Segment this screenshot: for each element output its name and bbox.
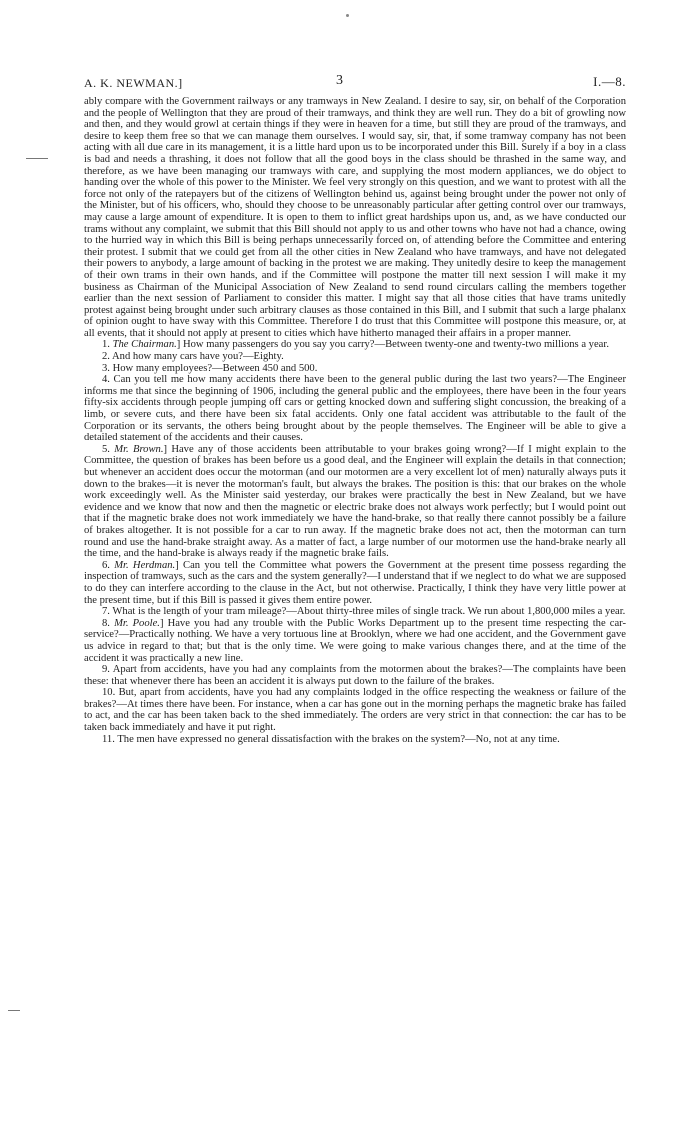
- question-number: 11.: [102, 733, 115, 745]
- header-witness-name: A. K. NEWMAN.]: [84, 76, 183, 90]
- speaker-name: Mr. Poole.: [114, 617, 160, 629]
- question-paragraph: 5. Mr. Brown.] Have any of those accidents been attributable to your brakes going wrong?—If I might explain to the Committee, the question of brakes has been before us a good deal, and the Engineer will explain the details in that connection; but whenever an accident does occur the motorman (and our motormen are a very excellent lot of men) naturally always puts it down to the brakes—it is never the motorman's fault, but always the brakes. The position is this: that our brakes on the whole work exceedingly well. As the Minister said yesterday, our brakes were practically the best in New Zealand, but we have evidence and we know that now and then the magnetic or electric brake does not always work perfectly; but I would point out that if the magnetic brake does not work immediately we have the hand-brake, so that really there cannot possibly be a failure of brakes altogether. It is not possible for a car to run away. If the magnetic brake does not act, then the motorman can turn round and use the hand-brake straight away. As a matter of fact, a large number of our motormen use the hand-brake nearly all the time, and the hand-brake is always ready if the magnetic brake fails.: [84, 443, 626, 560]
- paragraph-text: How many employees?—Between 450 and 500.: [112, 362, 318, 374]
- margin-mark: [8, 1010, 20, 1011]
- question-number: 10.: [102, 687, 116, 699]
- question-number: 4.: [102, 374, 110, 386]
- question-number: 7.: [102, 606, 110, 618]
- margin-mark: [26, 158, 48, 159]
- question-paragraph: [84, 351, 626, 363]
- paragraph-text: What is the length of your tram mileage?—About thirty-three miles of single track. We run about 1,800,000 miles a year.: [112, 606, 626, 618]
- question-number: 9.: [102, 664, 110, 676]
- question-paragraph: [84, 664, 626, 687]
- question-paragraph: 8. Mr. Poole.] Have you had any trouble with the Public Works Department up to the present time respecting the car-service?—Practically nothing. We have a very tortuous line at Brooklyn, where we had one accident, and the Government gave us advice in regard to that; but that is the only time. We were going to make various changes there, and at the time of the accident it was practically a new line.: [84, 617, 626, 664]
- paragraph-text: And how many cars have you?—Eighty.: [112, 351, 284, 363]
- paragraph-text: Have any of those accidents been attributable to your brakes going wrong?—If I might explain to the Committee, the question of brakes has been before us a good deal, and the Engineer will explain the details in that connection; but whenever an accident does occur the motorman (and our motormen are a very excellent lot of men) naturally always puts it down to the brakes—it is never the motorman's fault, but always the brakes. The position is this: that our brakes on the whole work exceedingly well. As the Minister said yesterday, our brakes were practically the best in New Zealand, but we have evidence and we know that now and then the magnetic or electric brake does not always work perfectly; but I would point out that if the magnetic brake does not work immediately we have the hand-brake, so that really there cannot possibly be a failure of brakes altogether. It is not possible for a car to run away. If the magnetic brake does not act, then the motorman can turn round and use the hand-brake straight away. As a matter of fact, a large number of our motormen use the hand-brake nearly all the time, and the hand-brake is always ready if the magnetic brake fails.: [84, 443, 626, 560]
- paragraph-text: But, apart from accidents, have you had any complaints lodged in the office respecting the weakness or failure of the brakes?—At times there have been. For instance, when a car has gone out in the morning perhaps the magnetic brake has failed to act, and the car has been taken back to the shed immediately. The orders are very strict in that connection: the car has to be taken back immediately and have it put right.: [84, 687, 626, 734]
- question-paragraph: [84, 606, 626, 618]
- page-number: 3: [336, 73, 344, 88]
- speaker-name: The Chairman.: [112, 339, 177, 351]
- question-paragraph: 6. Mr. Herdman.] Can you tell the Committee what powers the Government at the present time possess regarding the inspection of tramways, such as the cars and the system generally?—I understand that if we neglect to do what we are supposed to do they can interfere according to the clause in the Act, but not otherwise. Practically, I think they have very little power at the present time, but if this Bill is passed it gives them entire power.: [84, 559, 626, 606]
- paper-reference: I.—8.: [593, 74, 626, 89]
- question-paragraph: 1. The Chairman.] How many passengers do you say you carry?—Between twenty-one and twenty-two millions a year.: [102, 339, 609, 351]
- question-paragraph: [84, 363, 626, 375]
- paragraph-text: Can you tell the Committee what powers the Government at the present time possess regarding the inspection of tramways, such as the cars and the system generally?—I understand that if we neglect to do what we are supposed to do they can interfere according to the clause in the Act, but not otherwise. Practically, I think they have very little power at the present time, but if this Bill is passed it gives them entire power.: [84, 559, 626, 606]
- question-paragraph: [84, 734, 626, 746]
- paragraph-text: Have you had any trouble with the Public Works Department up to the present time respecting the car-service?—Practically nothing. We have a very tortuous line at Brooklyn, where we had one accident, and the Government gave us advice in regard to that; but that is the only time. We were going to make various changes there, and at the time of the accident it was practically a new line.: [84, 617, 626, 664]
- paragraph-text: Apart from accidents, have you had any complaints from the motormen about the brakes?—The complaints have been these: that whenever there has been an accident it is always put down to the failure of the brakes.: [84, 664, 626, 687]
- question-paragraph: [84, 374, 626, 444]
- question-number: 5.: [102, 443, 110, 455]
- question-number: 3.: [102, 362, 110, 374]
- page-header: [84, 73, 626, 94]
- question-number: 6.: [102, 559, 110, 571]
- scan-speck: [346, 14, 349, 17]
- speaker-name: Mr. Herdman.: [114, 559, 176, 571]
- speaker-name: Mr. Brown.: [114, 443, 164, 455]
- question-paragraph: [84, 687, 626, 733]
- statement-paragraph: [84, 96, 626, 339]
- question-number: 1.: [102, 339, 110, 351]
- question-number: 2.: [102, 351, 110, 363]
- paragraph-text: The men have expressed no general dissatisfaction with the brakes on the system?—No, not at any time.: [117, 733, 560, 745]
- paragraph-text: Can you tell me how many accidents there have been to the general public during the last two years?—The Engineer informs me that since the beginning of 1906, including the general public and the employees, there have been in the four years fifty-six accidents through people jumping off cars or getting knocked down and suffering slight concussion, the breaking of a limb, or severe cuts, and there have been six fatal accidents. Only one fatal accident was attributable to the fault of the Corporation or its servants, the others being brought about by the people themselves. The Engineer will be able to give a detailed statement of the accidents and their causes.: [84, 374, 626, 444]
- evidence-text: [84, 96, 626, 745]
- paragraph-text: How many passengers do you say you carry?—Between twenty-one and twenty-two millions a year.: [182, 339, 609, 351]
- paragraph-text: ably compare with the Government railways or any tramways in New Zealand. I desire to say, sir, on behalf of the Corporation and the people of Wellington that they are proud of their tramways, and think they are well run. They do a bit of growling now and then, and they would growl at certain things if they were in heaven for a time, but still they are proud of the tramways, and desire to keep them free so that we can manage them ourselves. I would say, sir, that, if some tramway company has not been acting with all due care in its management, it is a little hard upon us to be incorporated under this Bill. Surely if a boy in a class is bad and needs a thrashing, it does not follow that all the good boys in the class should be thrashed in the same way, and therefore, as we have been managing our tramways with care, and supplying the most modern appliances, we do object to handing over the whole of this power to the Minister. We feel very strongly on this question, and we want to protest with all the force not only of the ratepayers but of the citizens of Wellington behind us, against being brought under the power not only of the Minister, but of his officers, who, should they choose to be unreasonably particular after getting control over our tramways, may cause a large amount of expenditure. It is open to them to inflict great hardships upon us, and, as we have conducted our trams without any complaint, we submit that this Bill should not apply to us and other towns who have not had a chance, owing to the hurried way in which this Bill is being perhaps unnecessarily forced on, of attending before the Committee and entering their protest. I submit that we could get from all the other cities in New Zealand who have tramways, and have not delegated their powers to anybody, a large amount of backing in the protest we are making. They unitedly desire to keep the management of their own trams in their own hands, and if the Committee will postpone the matter till next session I will make it my business as Chairman of the Municipal Association of New Zealand to send round circulars calling the members together earlier than the next session of Parliament to consider this matter. I might say that all those cities that have trams unitedly protest against being brought under such arbitrary clauses as those contained in this Bill, and I submit that such a large phalanx of opinion ought to have sway with this Committee. Therefore I do trust that this Committee will postpone this measure, or, at all events, that it should not apply at present to cities which have hitherto managed their affairs in a proper manner.: [84, 96, 626, 339]
- question-number: 8.: [102, 617, 110, 629]
